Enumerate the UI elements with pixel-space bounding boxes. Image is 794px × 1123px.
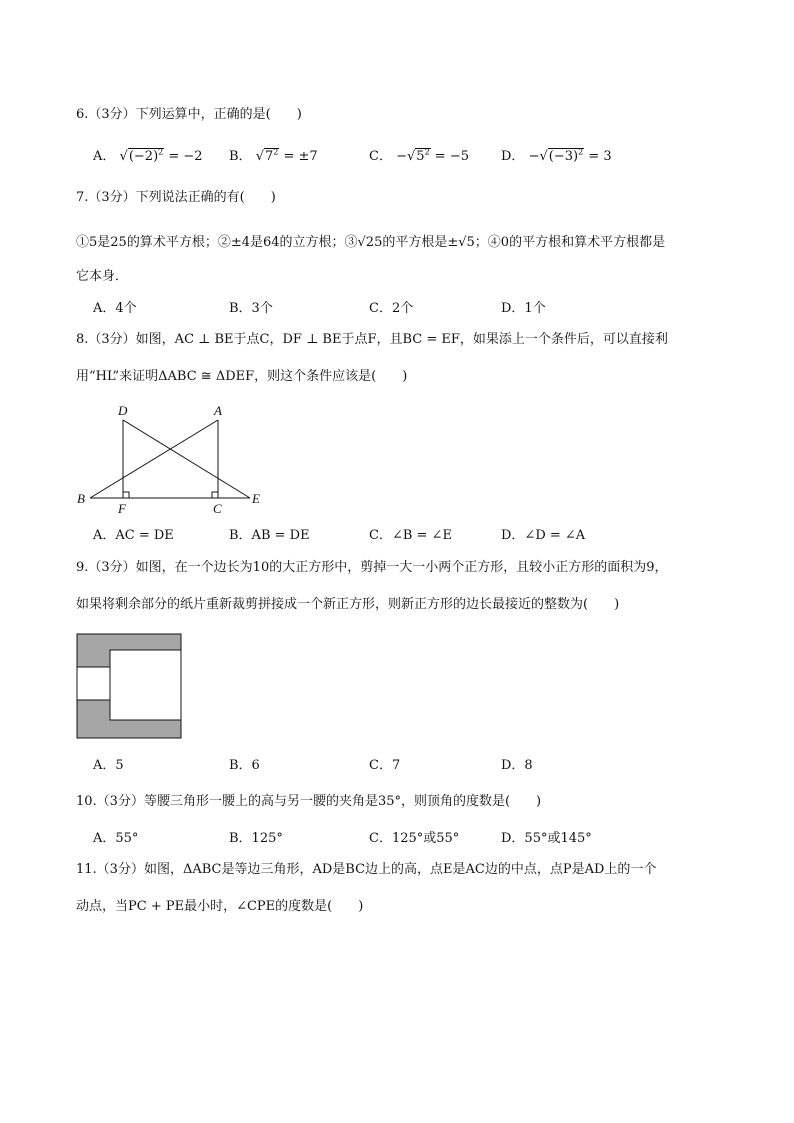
label-d: D (118, 403, 128, 418)
q8-stem-line2: 用“HL”来证明ΔABC ≅ ΔDEF，则这个条件应该是( ) (76, 369, 408, 384)
q7-option-c: C．2个 (369, 301, 414, 316)
q9-stem-line1: 9.（3分）如图，在一个边长为10的大正方形中，剪掉一大一小两个正方形，且较小正方形的面积为9， (76, 560, 668, 575)
q6-stem: 6.（3分）下列运算中，正确的是( ) (76, 107, 302, 122)
label-a: A (214, 403, 222, 418)
q10-option-b: B．125° (229, 831, 283, 846)
q7-stem: 7.（3分）下列说法正确的有( ) (76, 190, 276, 205)
q11-stem-line2: 动点，当PC + PE最小时，∠CPE的度数是( ) (76, 899, 364, 914)
q8-option-d: D．∠D = ∠A (501, 528, 586, 543)
q8-option-b: B．AB = DE (229, 528, 310, 543)
q10-option-d: D．55°或145° (501, 831, 592, 846)
q8-option-c: C．∠B = ∠E (369, 528, 452, 543)
q7-option-a: A．4个 (93, 301, 137, 316)
q6-option-d: D． $-√(-3)^2 = 3$ (501, 147, 612, 164)
q9-option-d: D．8 (501, 758, 533, 773)
label-b: B (77, 491, 85, 506)
q11-stem-line1: 11.（3分）如图，ΔABC是等边三角形，AD是BC边上的高，点E是AC边的中点，点P是AD上的一个 (76, 862, 657, 877)
q7-body-line1: ①5是25的算术平方根；②±4是64的立方根；③√25的平方根是±√5；④0的平方根和算术平方根都是 (76, 235, 666, 250)
q7-option-d: D．1个 (501, 301, 546, 316)
label-e: E (252, 491, 260, 506)
q8-figure (72, 400, 272, 518)
q9-stem-line2: 如果将剩余部分的纸片重新裁剪拼接成一个新正方形，则新正方形的边长最接近的整数为( ) (76, 597, 620, 612)
q7-option-b: B．3个 (229, 301, 273, 316)
q10-option-a: A．55° (93, 831, 139, 846)
q9-option-b: B．6 (229, 758, 260, 773)
q10-option-c: C．125°或55° (369, 831, 460, 846)
q7-body-line2: 它本身． (76, 269, 129, 284)
q9-option-a: A．5 (93, 758, 124, 773)
q10-stem: 10.（3分）等腰三角形一腰上的高与另一腰的夹角是35°，则顶角的度数是( ) (76, 794, 542, 809)
q6-option-a: A． $√(-2)^2 = -2$ (93, 147, 203, 164)
label-f: F (118, 501, 126, 516)
q8-option-a: A．AC = DE (93, 528, 174, 543)
q9-option-c: C．7 (369, 758, 401, 773)
q9-figure (76, 633, 184, 741)
label-c: C (213, 501, 222, 516)
q6-option-b: B． $√7^2 = \pm 7$ (229, 147, 318, 164)
q8-stem-line1: 8.（3分）如图，AC ⊥ BE于点C，DF ⊥ BE于点F，且BC = EF，如果添上一个条件后，可以直接利 (76, 332, 668, 347)
q6-option-c: C． $-√5^2 = -5$ (369, 147, 469, 164)
